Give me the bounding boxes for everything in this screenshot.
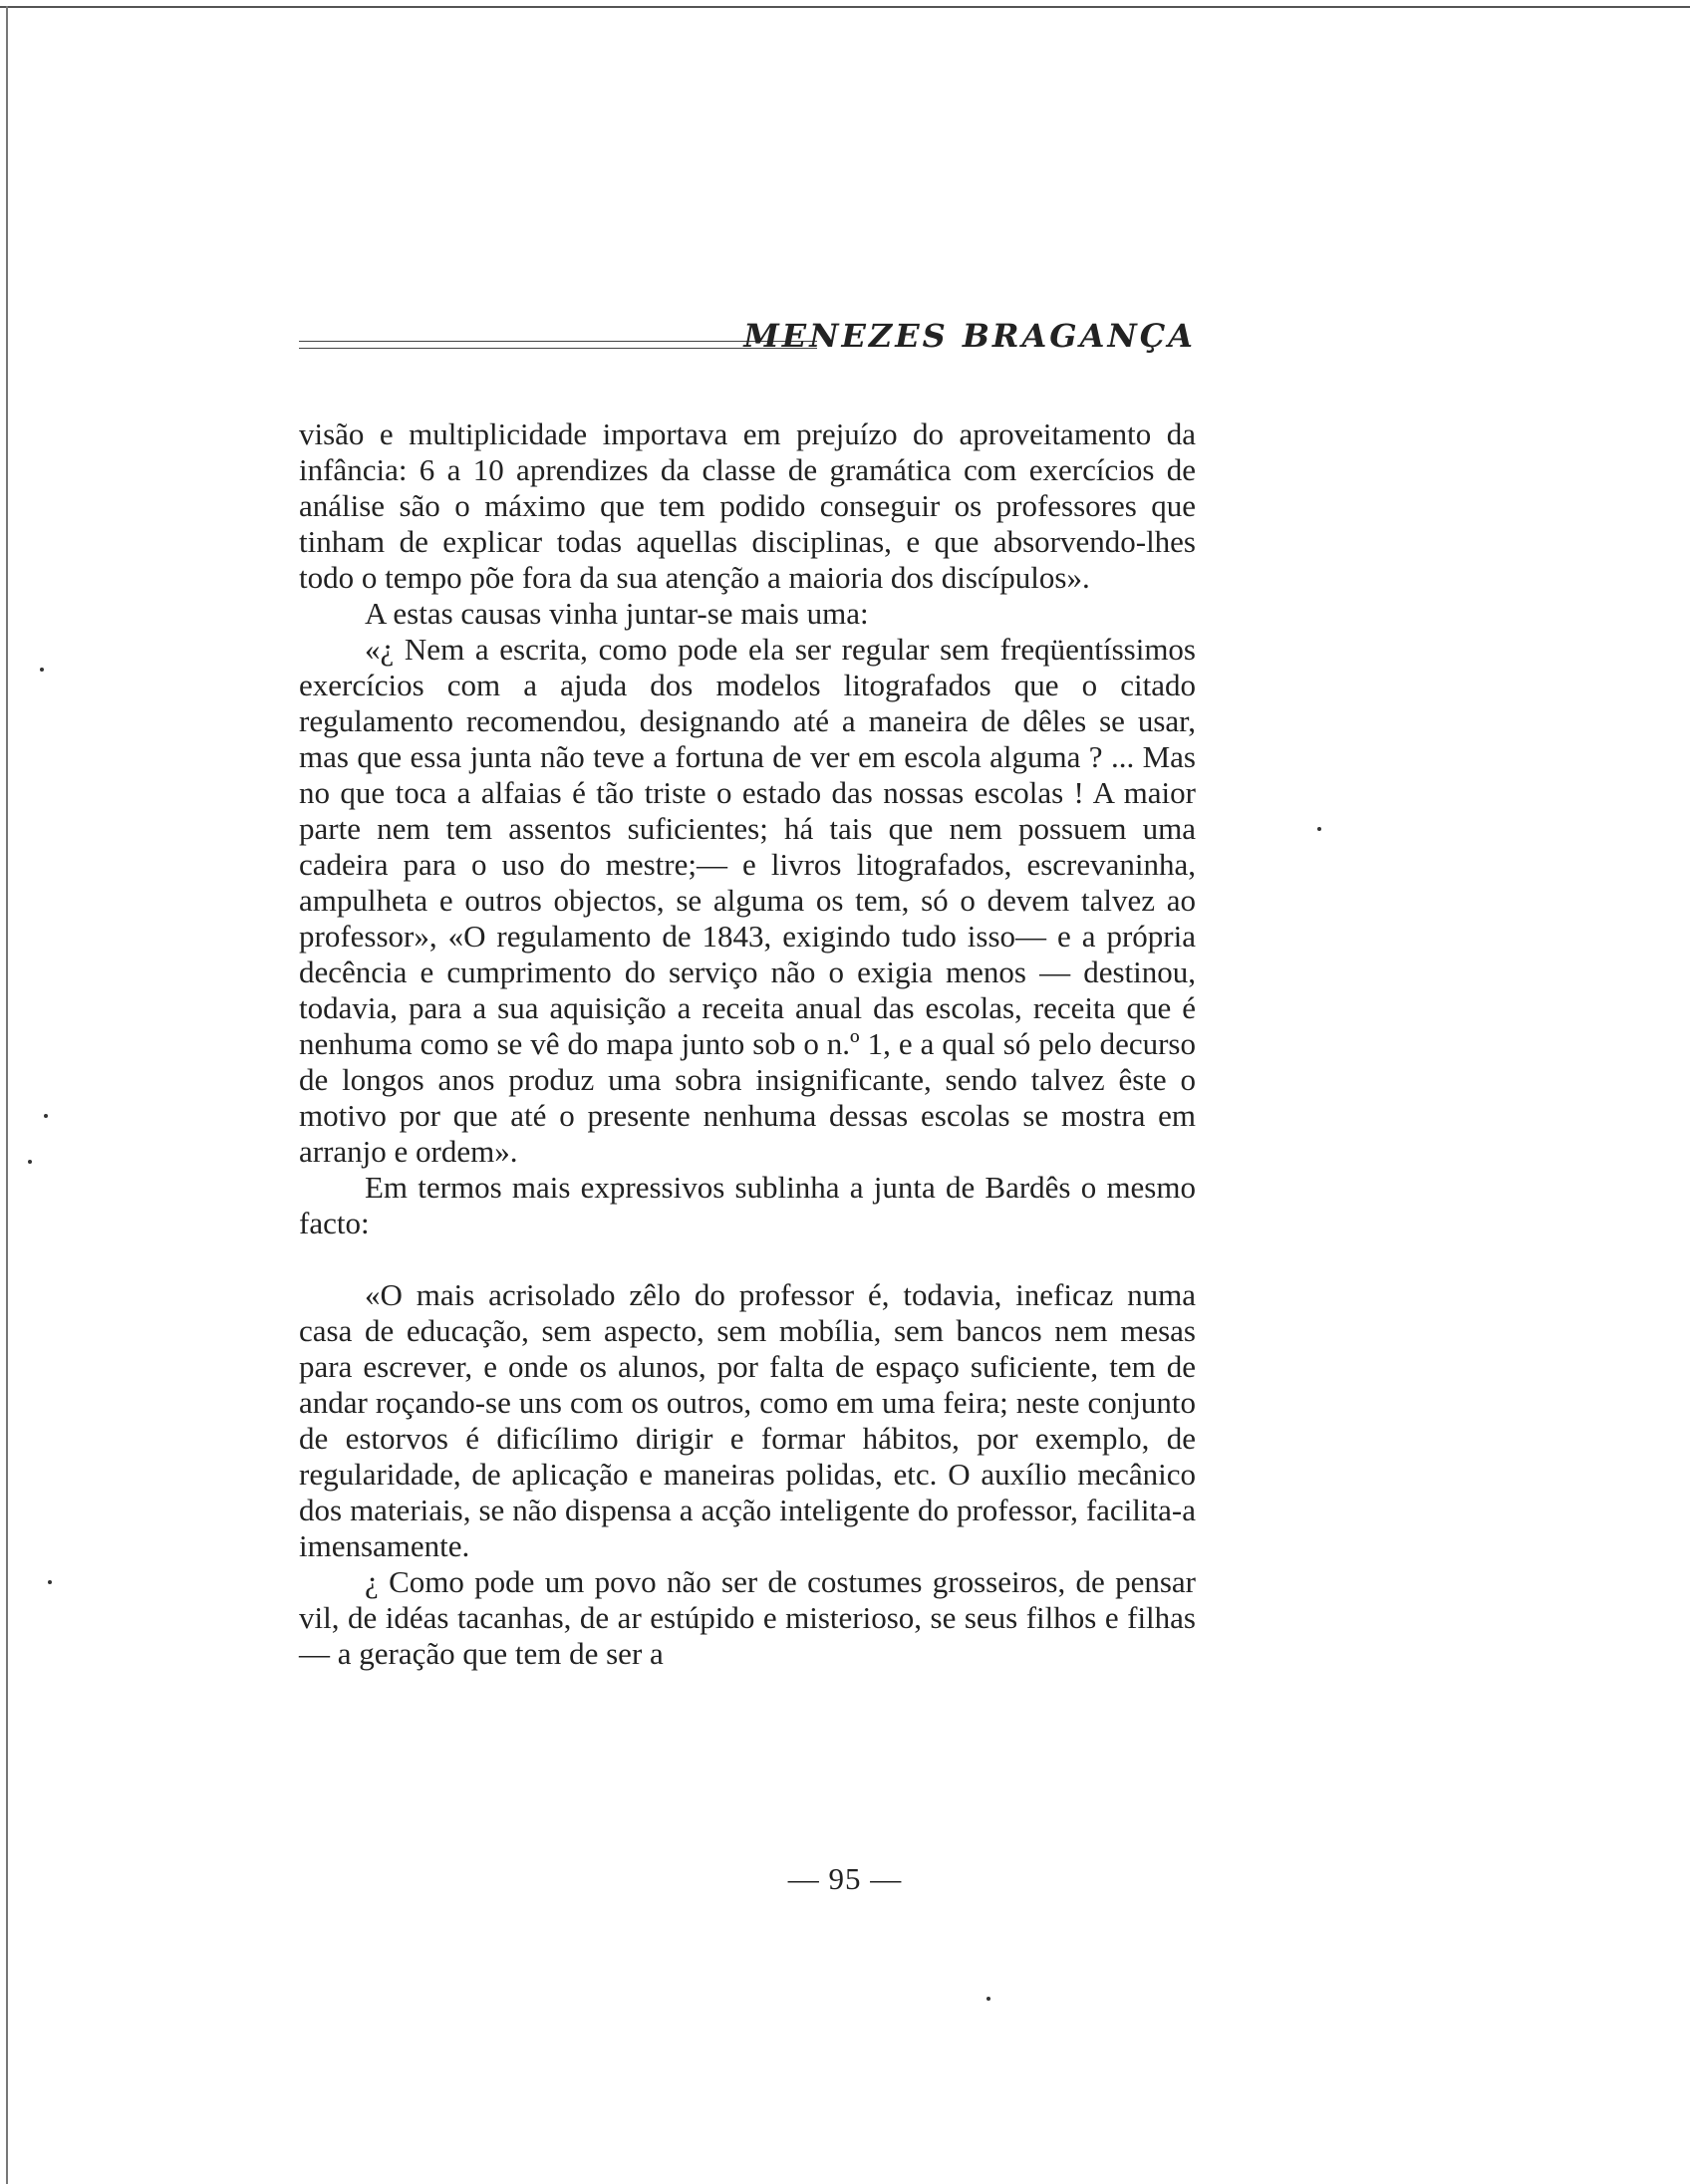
paragraph-6: ¿ Como pode um povo não ser de costumes grosseiros, de pensar vil, de idéas tacanhas, de ar estúpido e misterioso, se seus filhos e filhas — a geração que tem de ser a xyxy=(299,1564,1196,1671)
paragraph-1: visão e multiplicidade importava em prejuízo do aproveitamento da infância: 6 a 10 aprendizes da classe de gramática com exercícios de análise são o máximo que tem podido conseguir os professores que tinham de explicar todas aquellas disciplinas, e que absorvendo-lhes todo o tempo põe fora da sua atenção a maioria dos discípulos». xyxy=(299,416,1196,595)
header-title: MENEZES BRAGANÇA xyxy=(743,317,1196,355)
scan-speck xyxy=(986,1997,990,2001)
scan-edge-left xyxy=(6,6,8,2184)
paragraph-3: «¿ Nem a escrita, como pode ela ser regular sem freqüentíssimos exercícios com a ajuda dos modelos litografados que o citado regulamento recomendou, designando até a maneira de dêles se usar, mas que essa junta não teve a fortuna de ver em escola alguma ? ... Mas no que toca a alfaias é tão triste o estado das nossas escolas ! A maior parte nem tem assentos suficientes; há tais que nem possuem uma cadeira para o uso do mestre;— e livros litografados, escrevaninha, ampulheta e outros objectos, se alguma os tem, só o devem talvez ao professor», «O regulamento de 1843, exigindo tudo isso— e a própria decência e cumprimento do serviço não o exigia menos — destinou, todavia, para a sua aquisição a receita anual das escolas, receita que é nenhuma como se vê do mapa junto sob o n.º 1, e a qual só pelo decurso de longos anos produz uma sobra insignificante, sendo talvez êste o motivo por que até o presente nenhuma dessas escolas se mostra em arranjo e ordem». xyxy=(299,632,1196,1169)
running-header xyxy=(299,317,1196,367)
paragraph-4: Em termos mais expressivos sublinha a junta de Bardês o mesmo facto: xyxy=(299,1170,1196,1240)
scan-speck xyxy=(1317,827,1321,831)
scan-speck xyxy=(44,1114,48,1118)
scan-speck xyxy=(28,1160,32,1164)
page-number: — 95 — xyxy=(787,1861,903,1896)
paragraph-5: «O mais acrisolado zêlo do professor é, todavia, ineficaz numa casa de educação, sem aspecto, sem mobília, sem bancos nem mesas para escrever, e onde os alunos, por falta de espaço suficiente, tem de andar roçando-se uns com os outros, como em uma feira; neste conjunto de estorvos é dificílimo dirigir e formar hábitos, por exemplo, de regularidade, de aplicação e maneiras polidas, etc. O auxílio mecânico dos materiais, se não dispensa a acção inteligente do professor, facilita-a imensamente. xyxy=(299,1277,1196,1563)
header-rule xyxy=(299,341,817,349)
scan-edge-top xyxy=(0,6,1690,8)
scan-speck xyxy=(48,1580,52,1584)
paragraph-gap xyxy=(299,1241,1196,1277)
page-body xyxy=(299,416,1196,1672)
paragraph-2: A estas causas vinha juntar-se mais uma: xyxy=(365,596,869,631)
scan-speck xyxy=(40,668,44,672)
